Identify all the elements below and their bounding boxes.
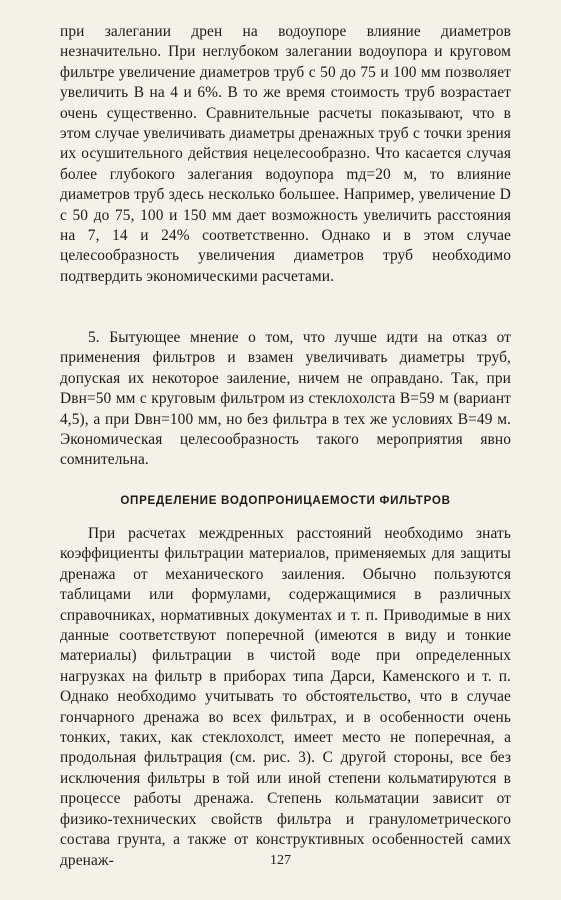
paragraph-1: при залегании дрен на водоупоре влияние диаметров незначительно. При неглубоком залегании водоупора и круговом фильтре увеличение диаметров труб с 50 до 75 и 100 мм позволяет увеличить B на 4 и 6%. В то же время стоимость труб возрастает очень существенно. Сравнительные расчеты показывают, что в этом случае увеличивать диаметры дренажных труб с точки зрения их осушительного действия нецелесообразно. Что касается случая более глубокого залегания водоупора mд=20 м, то влияние диаметров труб здесь несколько большее. Например, увеличение D с 50 до 75, 100 и 150 мм дает возможность увеличить расстояния на 7, 14 и 24% соответственно. Однако и в этом случае целесообразность увеличения диаметров труб необходимо подтвердить экономическими расчетами.	[60, 23, 511, 285]
paragraph-2: 5. Бытующее мнение о том, что лучше идти на отказ от применения фильтров и взамен увеличивать диаметры труб, допуская их некоторое заиление, ничем не оправдано. Так, при Dвн=50 мм с круговым фильтром из стеклохолста B=59 м (вариант 4,5), а при Dвн=100 мм, но без фильтра в тех же условиях B=49 м. Экономическая целесообразность такого мероприятия явно сомнительна.	[60, 329, 511, 469]
page-body	[60, 22, 511, 871]
page-number: 127	[270, 853, 291, 868]
section-heading: ОПРЕДЕЛЕНИЕ ВОДОПРОНИЦАЕМОСТИ ФИЛЬТРОВ	[120, 494, 451, 507]
paragraph-3: При расчетах междренных расстояний необходимо знать коэффициенты фильтрации материалов, применяемых для защиты дренажа от механического заиления. Обычно пользуются таблицами или формулами, содержащимися в различных справочниках, нормативных документах и т. п. Приводимые в них данные соответствуют поперечной (имеются в виду и тонкие материалы) фильтрации в чистой воде при определенных нагрузках на фильтр в приборах типа Дарси, Каменского и т. п. Однако необходимо учитывать то обстоятельство, что в случае гончарного дренажа во всех фильтрах, и в особенности очень тонких, таких, как стеклохолст, имеет место не поперечная, а продольная фильтрация (см. рис. 3). С другой стороны, все без исключения фильтры в той или иной степени кольматируются в процессе работы дренажа. Степень кольматации зависит от физико-технических свойств фильтра и гранулометрического состава грунта, а также от конструктивных особенностей самих дренаж-	[60, 525, 511, 869]
